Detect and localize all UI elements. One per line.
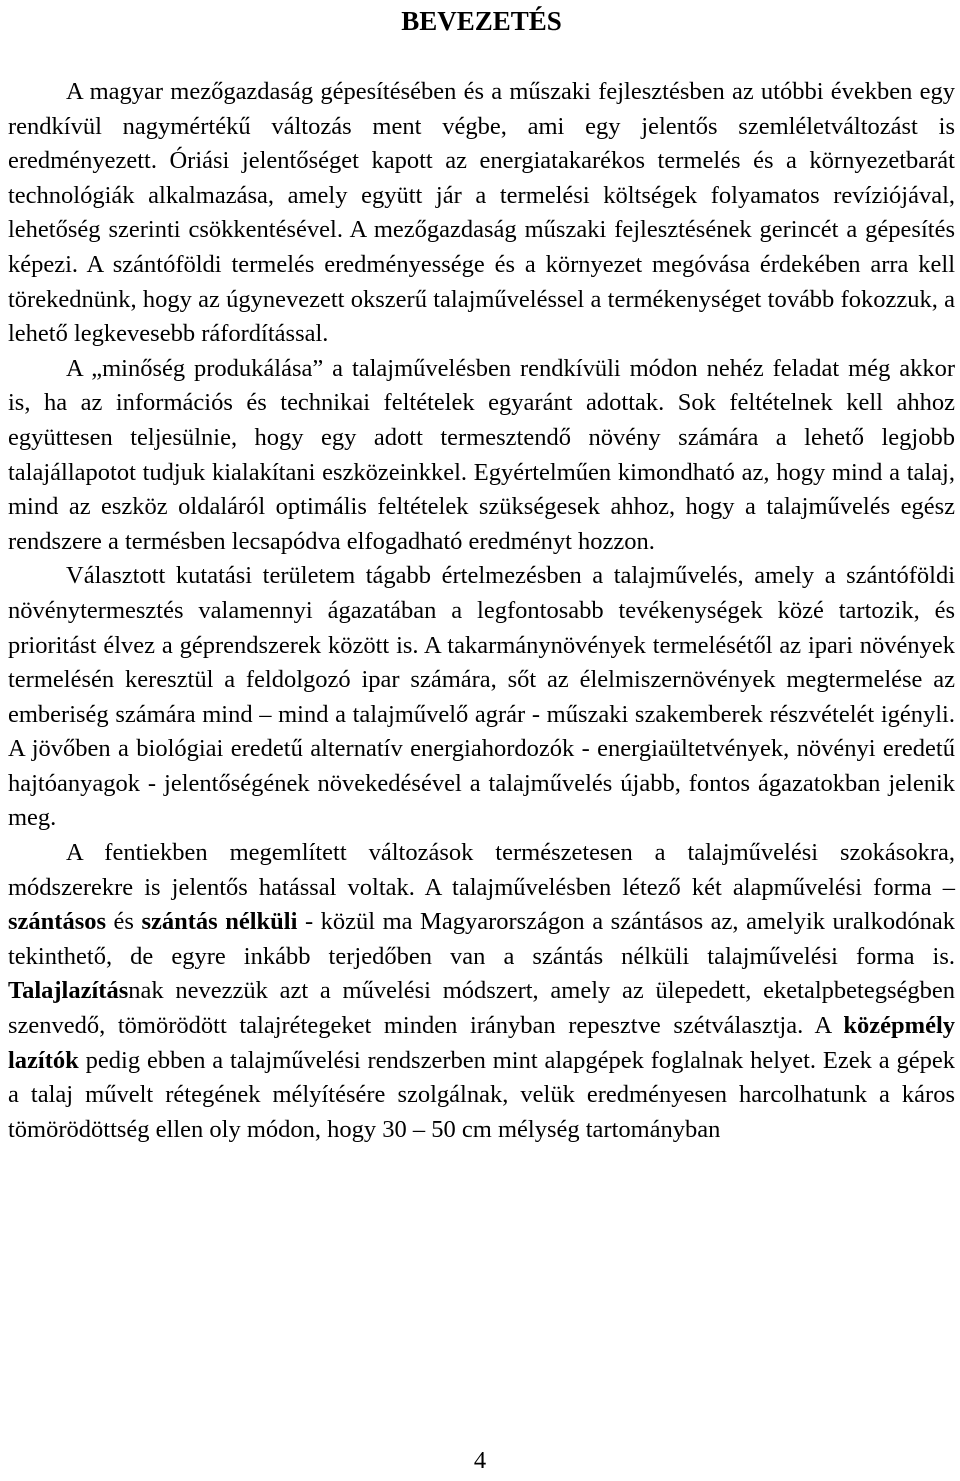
bold-term-szantas-nelkuli: szántás nélküli	[141, 908, 298, 936]
paragraph-3: Választott kutatási területem tágabb értelmezésben a talajművelés, amely a szántóföldi növénytermesztés valamennyi ágazatában a legfontosabb tevékenységek közé tartozik, és prioritást élvez a géprendszerek között is. A takarmánynövények termelésétől az ipari növények termelésén keresztül a feldolgozó ipar számára, sőt az élelmiszernövények megtermelése az emberiség számára mind – mind a talajművelő agrár - műszaki szakemberek részvételét igényli. A jövőben a biológiai eredetű alternatív energiahordozók - energiaültetvények, növényi eredetű hajtóanyagok - jelentőségének növekedésével a talajművelés újabb, fontos ágazatokban jelenik meg.	[8, 562, 955, 832]
paragraph-4-text: A fentiekben megemlített változások természetesen a talajművelési szokásokra, módszerekre is jelentős hatással voltak. A talajművelésben létező két alapművelési forma –	[8, 839, 955, 901]
document-page	[8, 0, 955, 1147]
page-number: 4	[473, 1447, 487, 1474]
paragraph-4-text: és	[106, 908, 142, 936]
paragraph-4-text: pedig ebben a talajművelési rendszerben mint alapgépek foglalnak helyet. Ezek a gépek a talaj művelt rétegének mélyítésére szolgálnak, velük eredményesen harcolhatunk a káros tömörödöttség ellen oly módon, hogy 30 – 50 cm mélység tartományban	[8, 1046, 955, 1143]
paragraph-1: A magyar mezőgazdaság gépesítésében és a műszaki fejlesztésben az utóbbi években egy rendkívül nagymértékű változás ment végbe, ami egy jelentős szemléletváltozást is eredményezett. Óriási jelentőséget kapott az energiatakarékos termelés és a környezetbarát technológiák alkalmazása, amely együtt jár a termelési költségek folyamatos revíziójával, lehetőség szerinti csökkentésével. A mezőgazdaság műszaki fejlesztésének gerincét a gépesítés képezi. A szántóföldi termelés eredményessége és a környezet megóvása érdekében arra kell törekednünk, hogy az úgynevezett okszerű talajműveléssel a termékenységet tovább fokozzuk, a lehető legkevesebb ráfordítással.	[8, 78, 955, 348]
bold-term-szantasos: szántásos	[8, 908, 107, 936]
page-title: BEVEZETÉS	[401, 6, 562, 36]
paragraph-4-text: - közül ma Magyarországon a szántásos az, amelyik uralkodónak tekinthető, de egyre inkább terjedőben van a szántás nélküli talajművelési forma is.	[8, 908, 955, 970]
bold-term-talajlazitas: Talajlazítás	[8, 977, 129, 1005]
paragraph-2: A „minőség produkálása” a talajművelésben rendkívüli módon nehéz feladat még akkor is, ha az információs és technikai feltételek egyaránt adottak. Sok feltételnek kell ahhoz együttesen teljesülnie, hogy egy adott termesztendő növény számára a lehető legjobb talajállapotot tudjuk kialakítani eszközeinkkel. Egyértelműen kimondható az, hogy mind a talaj, mind az eszköz oldaláról optimális feltételek szükségesek ahhoz, hogy a talajművelés egész rendszere a termésben lecsapódva elfogadható eredményt hozzon.	[8, 354, 955, 555]
paragraph-4	[8, 836, 955, 1147]
bold-term-kozepmely-lazitok: középmély lazítók	[8, 1012, 955, 1074]
body-text	[8, 75, 955, 1147]
paragraph-4-text: nak nevezzük azt a művelési módszert, amely az ülepedett, eketalpbetegségben szenvedő, tömörödött talajrétegeket minden irányban repesztve szétválasztja. A	[8, 977, 955, 1040]
